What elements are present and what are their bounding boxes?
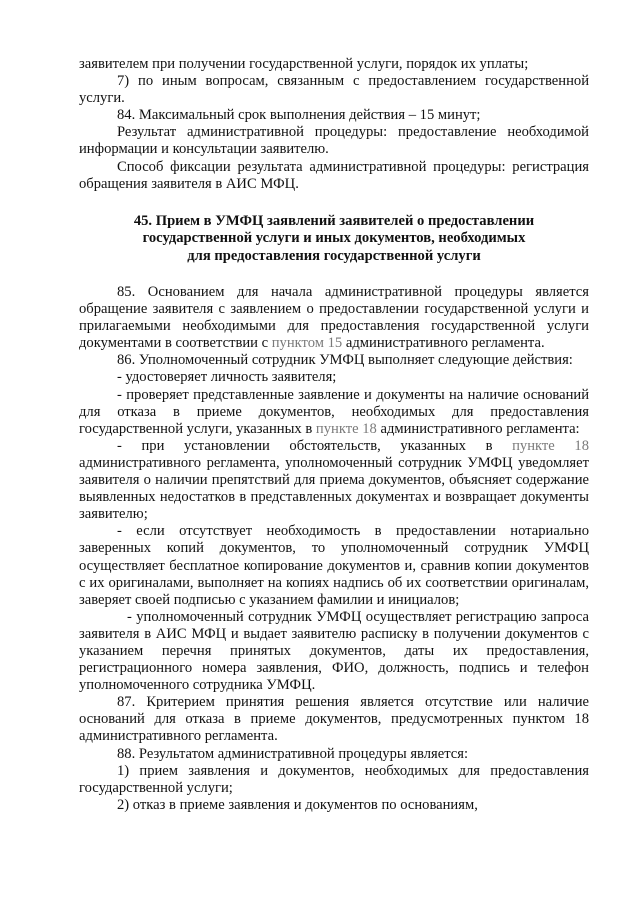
list-item-circumstances: [79, 438, 589, 523]
list-item-registration: - уполномоченный сотрудник УМФЦ осуществляет регистрацию запроса заявителя в АИС МФЦ и выдает заявителю расписку в получении документов с указанием перечня принятых документов, даты их предоставления, регистрационного номера заявления, ФИО, должность, подпись и телефон уполномоченного сотрудника УМФЦ.: [79, 608, 589, 694]
paragraph-86: 86. Уполномоченный сотрудник УМФЦ выполняет следующие действия:: [117, 352, 573, 369]
p85-text-b: административного регламента.: [342, 335, 545, 352]
top-section: [79, 56, 589, 193]
item2-text-b: административного регламента:: [376, 420, 580, 437]
heading-line-3: для предоставления государственной услуги: [187, 247, 481, 264]
paragraph-87: 87. Критерием принятия решения является отсутствие или наличие оснований для отказа в приеме документов, предусмотренных пунктом 18 административного регламента.: [79, 694, 589, 745]
item3-text-a: - при установлении обстоятельств, указанных в: [117, 437, 513, 454]
paragraph-88-1: 1) прием заявления и документов, необходимых для предоставления государственной услуги;: [79, 762, 589, 796]
section-heading: [79, 213, 589, 265]
paragraph-84: 84. Максимальный срок выполнения действия – 15 минут;: [117, 107, 481, 124]
list-item-identity: - удостоверяет личность заявителя;: [117, 369, 337, 386]
paragraph-item-7: 7) по иным вопросам, связанным с предоставлением государственной услуги.: [79, 73, 589, 107]
paragraph-85: [79, 284, 589, 352]
p85-link[interactable]: пунктом 15: [271, 335, 343, 352]
list-item-check: [79, 387, 589, 438]
item2-link[interactable]: пункте 18: [315, 420, 377, 437]
paragraph-88-2: 2) отказ в приеме заявления и документов по основаниям,: [117, 796, 478, 813]
paragraph-fixation: Способ фиксации результата административной процедуры: регистрация обращения заявителя в АИС МФЦ.: [79, 158, 589, 192]
p85-text-a: 85. Основанием для начала административной процедуры является обращение заявителя с заявлением о предоставлении государственной услуги и прилагаемыми необходимыми для предоставления государственной услуги документами в соответствии с: [79, 284, 589, 352]
item2-text-a: - проверяет представленные заявление и документы на наличие оснований для отказа в приеме документов, необходимых для предоставления государственной услуги, указанных в: [79, 386, 589, 437]
paragraph-fee-order: заявителем при получении государственной услуги, порядок их уплаты;: [79, 56, 529, 72]
body-section: [79, 284, 589, 814]
item3-link[interactable]: пункте 18: [512, 437, 589, 454]
item3-text-b: административного регламента, уполномоченный сотрудник УМФЦ уведомляет заявителя о наличии препятствий для приема документов, объясняет содержание выявленных недостатков в представленных документах и возвращает документы заявителю;: [79, 454, 589, 523]
paragraph-result: Результат административной процедуры: предоставление необходимой информации и консультации заявителю.: [79, 124, 589, 158]
list-item-copies: - если отсутствует необходимость в предоставлении нотариально заверенных копий документов, то уполномоченный сотрудник УМФЦ осуществляет бесплатное копирование документов и, сравнив копии документов с их оригиналами, выполняет на копиях надпись об их соответствии оригиналам, заверяет своей подписью с указанием фамилии и инициалов;: [79, 523, 589, 608]
paragraph-88: 88. Результатом административной процедуры является:: [117, 745, 469, 762]
heading-line-2: государственной услуги и иных документов, необходимых: [142, 230, 526, 247]
heading-line-1: 45. Прием в УМФЦ заявлений заявителей о предоставлении: [133, 213, 535, 229]
